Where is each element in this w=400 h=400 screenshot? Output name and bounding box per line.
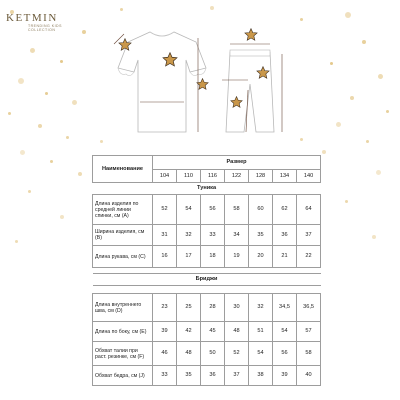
table-cell: 56 bbox=[273, 342, 297, 366]
table-cell: 54 bbox=[273, 322, 297, 342]
table-cell: 16 bbox=[153, 246, 177, 268]
star-icon bbox=[244, 28, 258, 42]
section-title-breeches: Бриджи bbox=[93, 274, 321, 286]
row-label: Длина рукава, см (C) bbox=[93, 246, 153, 268]
table-cell: 35 bbox=[249, 225, 273, 246]
table-cell: 39 bbox=[273, 366, 297, 386]
table-cell: 38 bbox=[249, 366, 273, 386]
table-cell: 35 bbox=[177, 366, 201, 386]
size-col-header: 134 bbox=[273, 170, 297, 183]
table-cell: 32 bbox=[177, 225, 201, 246]
size-col-header: 116 bbox=[201, 170, 225, 183]
table-cell: 45 bbox=[201, 322, 225, 342]
size-col-header: 140 bbox=[297, 170, 321, 183]
table-cell: 62 bbox=[273, 195, 297, 225]
star-icon bbox=[256, 66, 270, 80]
table-cell: 54 bbox=[249, 342, 273, 366]
size-col-header: 128 bbox=[249, 170, 273, 183]
table-cell: 51 bbox=[249, 322, 273, 342]
row-label: Обхват бедра, см (J) bbox=[93, 366, 153, 386]
table-row bbox=[93, 195, 321, 225]
brand-name: KETMIN bbox=[6, 12, 58, 24]
row-label: Ширина изделия, см (B) bbox=[93, 225, 153, 246]
table-cell: 56 bbox=[201, 195, 225, 225]
breeches-illustration bbox=[220, 36, 298, 144]
row-label: Длина внутреннего шва, см (D) bbox=[93, 294, 153, 322]
table-cell: 33 bbox=[201, 225, 225, 246]
table-cell: 25 bbox=[177, 294, 201, 322]
table-cell: 18 bbox=[201, 246, 225, 268]
table-cell: 37 bbox=[225, 366, 249, 386]
size-col-header: 104 bbox=[153, 170, 177, 183]
table-cell: 17 bbox=[177, 246, 201, 268]
brand-logo bbox=[6, 12, 86, 32]
table-cell: 39 bbox=[153, 322, 177, 342]
table-cell: 19 bbox=[225, 246, 249, 268]
table-row bbox=[93, 294, 321, 322]
size-table bbox=[92, 155, 321, 386]
table-cell: 34 bbox=[225, 225, 249, 246]
row-label: Обхват талии при раст. резинке, см (F) bbox=[93, 342, 153, 366]
table-cell: 32 bbox=[249, 294, 273, 322]
table-cell: 21 bbox=[273, 246, 297, 268]
table-cell: 23 bbox=[153, 294, 177, 322]
table-cell: 54 bbox=[177, 195, 201, 225]
star-icon bbox=[230, 96, 243, 109]
star-icon bbox=[162, 52, 178, 68]
name-header: Наименование bbox=[93, 156, 153, 183]
table-cell: 36 bbox=[201, 366, 225, 386]
table-cell: 33 bbox=[153, 366, 177, 386]
table-cell: 46 bbox=[153, 342, 177, 366]
table-cell: 36,5 bbox=[297, 294, 321, 322]
table-cell: 22 bbox=[297, 246, 321, 268]
table-cell: 58 bbox=[297, 342, 321, 366]
table-cell: 52 bbox=[153, 195, 177, 225]
table-cell: 52 bbox=[225, 342, 249, 366]
section-title-tunic: Туника bbox=[93, 183, 321, 195]
table-row bbox=[93, 246, 321, 268]
table-row bbox=[93, 225, 321, 246]
table-cell: 48 bbox=[177, 342, 201, 366]
table-cell: 40 bbox=[297, 366, 321, 386]
size-col-header: 110 bbox=[177, 170, 201, 183]
star-icon bbox=[196, 78, 209, 91]
star-icon bbox=[118, 38, 132, 52]
breeches-shape bbox=[226, 52, 274, 132]
row-label: Длина по боку, см (E) bbox=[93, 322, 153, 342]
table-cell: 31 bbox=[153, 225, 177, 246]
row-label: Длина изделия по средней линии спинки, см (A) bbox=[93, 195, 153, 225]
table-cell: 36 bbox=[273, 225, 297, 246]
brand-tagline: TRENDING KIDS COLLECTION bbox=[28, 24, 62, 32]
table-cell: 42 bbox=[177, 322, 201, 342]
size-header: Размер bbox=[153, 156, 321, 170]
size-chart bbox=[92, 155, 320, 388]
table-cell: 20 bbox=[249, 246, 273, 268]
table-cell: 60 bbox=[249, 195, 273, 225]
table-cell: 58 bbox=[225, 195, 249, 225]
table-cell: 30 bbox=[225, 294, 249, 322]
table-row bbox=[93, 342, 321, 366]
table-cell: 28 bbox=[201, 294, 225, 322]
table-row bbox=[93, 366, 321, 386]
table-cell: 34,5 bbox=[273, 294, 297, 322]
table-row bbox=[93, 322, 321, 342]
table-cell: 48 bbox=[225, 322, 249, 342]
size-col-header: 122 bbox=[225, 170, 249, 183]
table-cell: 37 bbox=[297, 225, 321, 246]
table-cell: 50 bbox=[201, 342, 225, 366]
table-cell: 64 bbox=[297, 195, 321, 225]
table-cell: 57 bbox=[297, 322, 321, 342]
